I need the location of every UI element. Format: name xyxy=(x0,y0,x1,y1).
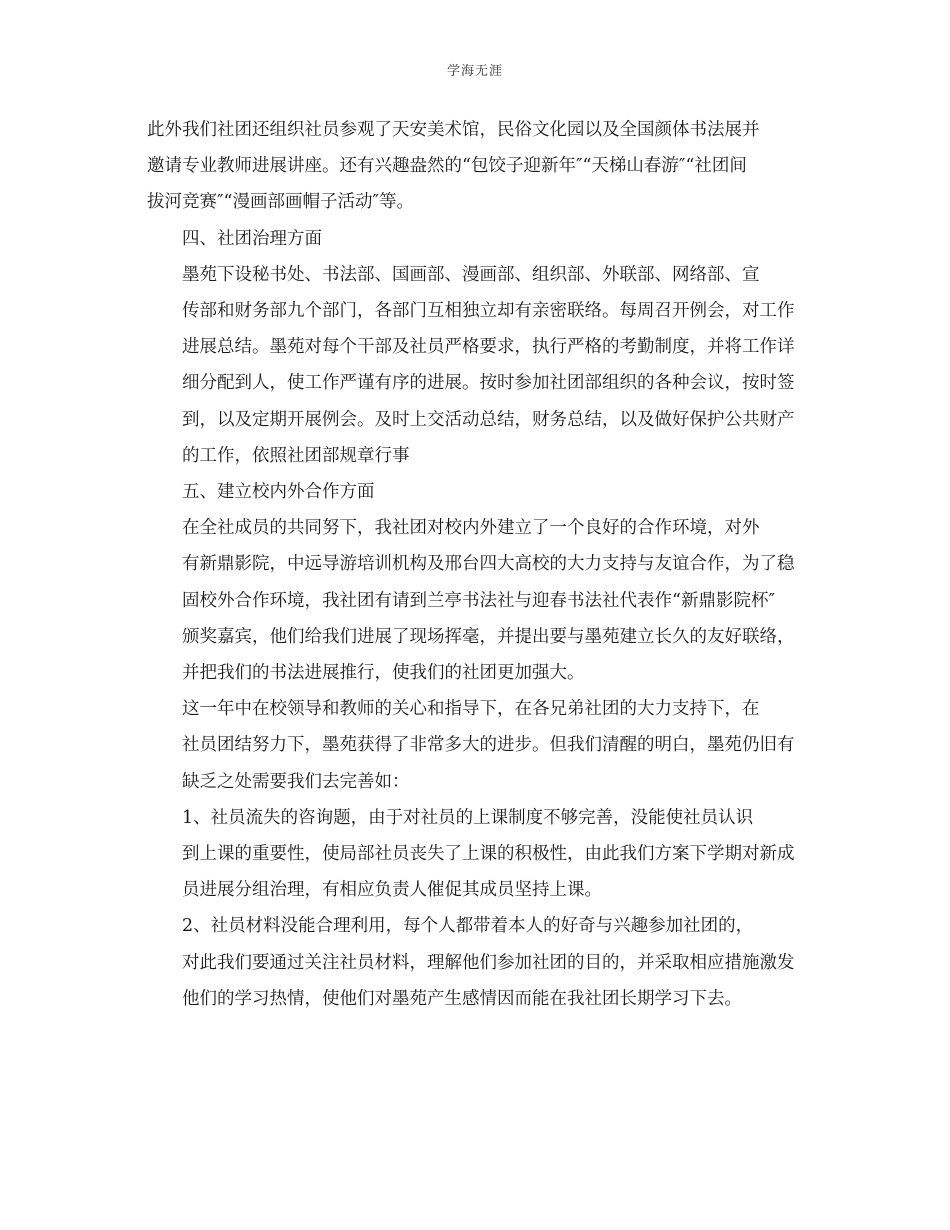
text-line: 2、社员材料没能合理利用，每个人都带着本人的好奇与兴趣参加社团的， xyxy=(182,916,754,937)
text-line: 1、社员流失的咨询题，由于对社员的上课制度不够完善，没能使社员认识 xyxy=(182,807,754,828)
paragraph-activities xyxy=(147,112,807,221)
text-line: 在全社成员的共同努下，我社团对校内外建立了一个良好的合作环境，对外 xyxy=(182,518,760,539)
text-line: 进展总结。墨苑对每个干部及社员严格要求，执行严格的考勤制度，并将工作详 xyxy=(182,337,795,358)
text-line: 到，以及定期开展例会。及时上交活动总结，财务总结，以及做好保护公共财产 xyxy=(182,409,795,430)
text-line: 缺乏之处需要我们去完善如： xyxy=(182,771,410,792)
section-heading-cooperation xyxy=(147,474,807,510)
text-line: 这一年中在校领导和教师的关心和指导下，在各兄弟社团的大力支持下，在 xyxy=(182,699,760,720)
text-line: 传部和财务部九个部门，各部门互相独立却有亲密联络。每周召开例会，对工作 xyxy=(182,301,795,322)
text-line: 社员团结努力下，墨苑获得了非常多大的进步。但我们清醒的明白，墨苑仍旧有 xyxy=(182,735,795,756)
page-header: 学海无涯 xyxy=(446,64,503,79)
text-line: 的工作，依照社团部规章行事 xyxy=(182,445,410,466)
text-line: 拔河竞赛″“漫画部画帽子活动″等。 xyxy=(147,192,415,213)
paragraph-issue-2 xyxy=(147,908,807,1017)
text-line: 固校外合作环境，我社团有请到兰亭书法社与迎春书法社代表作“新鼎影院杯″ xyxy=(182,590,775,611)
text-line: 员进展分组治理，有相应负责人催促其成员坚持上课。 xyxy=(182,880,602,901)
text-line: 颁奖嘉宾，他们给我们进展了现场挥毫，并提出要与墨苑建立长久的友好联络， xyxy=(182,626,795,647)
paragraph-issue-1 xyxy=(147,800,807,909)
text-line: 五、建立校内外合作方面 xyxy=(182,482,375,503)
paragraph-summary xyxy=(147,691,807,800)
text-line: 并把我们的书法进展推行，使我们的社团更加强大。 xyxy=(182,663,585,684)
text-line: 四、社团治理方面 xyxy=(182,228,322,249)
text-line: 到上课的重要性，使局部社员丧失了上课的积极性，由此我们方案下学期对新成 xyxy=(182,844,795,865)
text-line: 细分配到人，使工作严谨有序的进展。按时参加社团部组织的各种会议，按时签 xyxy=(182,373,795,394)
text-line: 有新鼎影院，中远导游培训机构及邢台四大高校的大力支持与友谊合作，为了稳 xyxy=(182,554,795,575)
paragraph-management xyxy=(147,257,807,474)
paragraph-cooperation xyxy=(147,510,807,691)
text-line: 他们的学习热情，使他们对墨苑产生感情因而能在我社团长期学习下去。 xyxy=(182,988,742,1009)
text-line: 对此我们要通过关注社员材料，理解他们参加社团的目的，并采取相应措施激发 xyxy=(182,952,795,973)
text-line: 墨苑下设秘书处、书法部、国画部、漫画部、组织部、外联部、网络部、宣 xyxy=(182,264,760,285)
text-line: 此外我们社团还组织社员参观了天安美术馆，民俗文化园以及全国颜体书法展并 xyxy=(147,120,760,140)
document-body xyxy=(147,112,807,1017)
section-heading-management xyxy=(147,221,807,257)
text-line: 邀请专业教师进展讲座。还有兴趣盎然的“包饺子迎新年″“天梯山春游″“社团间 xyxy=(147,156,747,177)
